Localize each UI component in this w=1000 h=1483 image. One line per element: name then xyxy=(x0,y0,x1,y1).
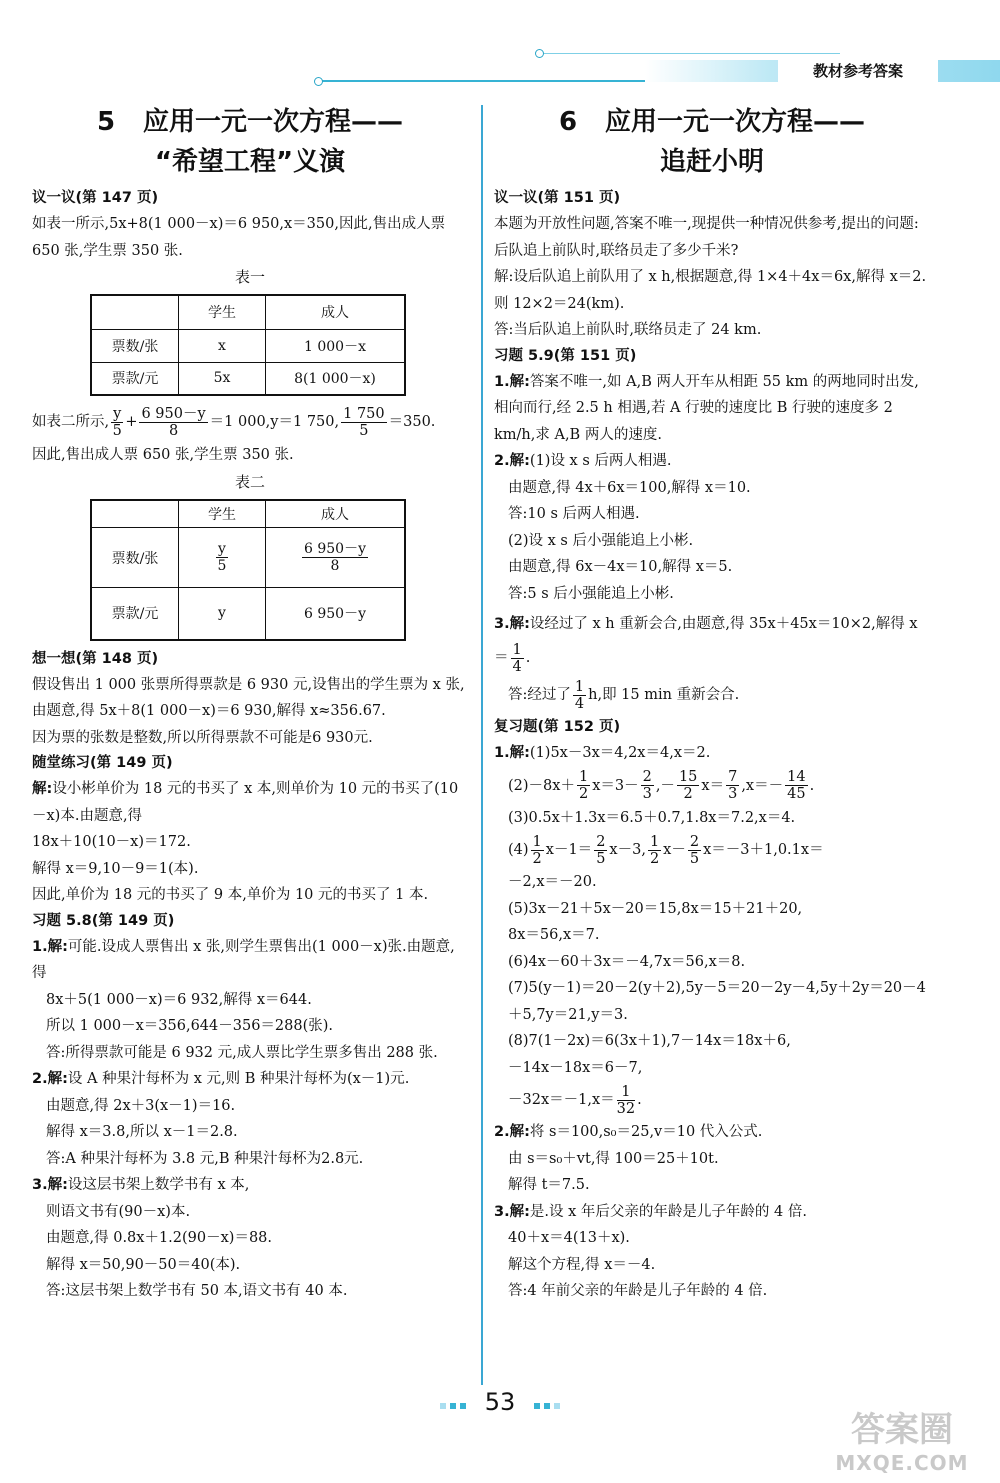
paragraph: 2.解:设 A 种果汁每杯为 x 元,则 B 种果汁每杯为(x－1)元. xyxy=(32,1071,410,1087)
paragraph: 3.解:设经过了 x h 重新会合,由题意,得 35x＋45x＝10×2,解得 x＝ $\frac{1}{4}$ . xyxy=(494,616,918,675)
paragraph: 因为票的张数是整数,所以所得票款不可能是6 930元. xyxy=(32,729,373,746)
paragraph: 40＋x＝4(13＋x). xyxy=(508,1230,630,1246)
paragraph: 2.解:将 s＝100,s₀＝25,v＝10 代入公式. xyxy=(494,1124,763,1140)
header-dot-icon xyxy=(535,49,544,58)
table-2: 学生 成人 票数/张 $\frac{y}{5}$ $\frac{6 950-y}{8}$ 票款/元 y 6 950－y xyxy=(90,499,406,641)
subheading: 习题 5.9(第 151 页) xyxy=(494,347,637,364)
fraction: $\frac{1}{4}$ xyxy=(512,641,522,675)
paragraph: (8)7(1－2x)＝6(3x＋1),7－14x＝18x＋6, xyxy=(508,1033,791,1049)
paragraph: 18x＋10(10－x)＝172. xyxy=(32,834,191,850)
paragraph: 1.解:答案不唯一,如 A,B 两人开车从相距 55 km 的两地同时出发,相向而行,经 2.5 h 相遇,若 A 行驶的速度比 B 行驶的速度多 2 km/h,求 A,B 两人的速度. xyxy=(494,373,919,443)
paragraph: (4) $\frac{1}{2}$ x－1＝ $\frac{2}{5}$ x－3, $\frac{1}{2}$ x－ $\frac{2}{5}$ x＝－3＋1,0.1x＝ xyxy=(508,833,824,867)
left-column xyxy=(32,100,468,1305)
section-title: 6 应用一元一次方程—— 追赶小明 xyxy=(558,107,866,177)
fraction: $\frac{1 750}{5}$ xyxy=(343,405,385,439)
fraction: $\frac{2}{5}$ xyxy=(596,833,606,867)
watermark: 答案圈 MXQE.COM xyxy=(835,1410,969,1475)
paragraph: 所以 1 000－x＝356,644－356＝288(张). xyxy=(46,1018,334,1034)
paragraph: (2)设 x s 后小强能追上小彬. xyxy=(508,532,694,549)
paragraph: 如表一所示,5x+8(1 000－x)＝6 950,x＝350,因此,售出成人票 650 张,学生票 350 张. xyxy=(32,216,446,259)
table-1: 学生 成人 票数/张 x 1 000－x 票款/元 5x 8(1 000－x) xyxy=(90,294,406,396)
paragraph: (7)5(y－1)＝20－2(y＋2),5y－5＝20－2y－4,5y＋2y＝20－4＋5,7y＝21,y＝3. xyxy=(508,980,926,1023)
subheading: 想一想(第 148 页) xyxy=(32,650,159,667)
paragraph: 由题意,得 0.8x＋1.2(90－x)＝88. xyxy=(46,1230,273,1246)
paragraph: 8x＋5(1 000－x)＝6 932,解得 x＝644. xyxy=(46,991,312,1008)
decor-square-icon xyxy=(450,1403,456,1409)
paragraph: 因此,售出成人票 650 张,学生票 350 张. xyxy=(32,447,294,463)
subheading: 随堂练习(第 149 页) xyxy=(32,755,173,771)
paragraph: 答:5 s 后小强能追上小彬. xyxy=(508,585,674,602)
paragraph: (2)－8x＋ $\frac{1}{2}$ x＝3－ $\frac{2}{3}$ ,－ $\frac{15}{2}$ x＝ $\frac{7}{3}$ ,x＝－ $\frac{14}{45}$ . xyxy=(508,769,815,802)
paragraph: 2.解:(1)设 x s 后两人相遇. xyxy=(494,453,672,469)
fraction: $\frac{y}{5}$ xyxy=(217,541,227,574)
decor-square-icon xyxy=(554,1403,560,1409)
decor-square-icon xyxy=(460,1403,466,1409)
table-caption: 表一 xyxy=(234,268,265,286)
fraction: $\frac{2}{3}$ xyxy=(642,769,652,802)
paragraph: 解得 x＝3.8,所以 x－1＝2.8. xyxy=(46,1124,238,1140)
paragraph: 解:设小彬单价为 18 元的书买了 x 本,则单价为 10 元的书买了(10－x)本.由题意,得 xyxy=(32,781,459,824)
fraction: $\frac{14}{45}$ xyxy=(787,769,806,802)
paragraph: 本题为开放性问题,答案不唯一,现提供一种情况供参考,提出的问题:后队追上前队时,联络员走了多少千米? xyxy=(494,216,919,259)
header-label: 教材参考答案 xyxy=(778,58,938,84)
paragraph: 由 s＝s₀＋vt,得 100＝25＋10t. xyxy=(508,1150,719,1167)
paragraph: 解得 t＝7.5. xyxy=(508,1177,590,1193)
decor-square-icon xyxy=(440,1403,446,1409)
fraction: $\frac{1}{2}$ xyxy=(649,833,660,867)
paragraph: 由题意,得 2x＋3(x－1)＝16. xyxy=(46,1097,236,1114)
paragraph: 因此,单价为 18 元的书买了 9 本,单价为 10 元的书买了 1 本. xyxy=(32,887,429,903)
paragraph: 答:经过了 $\frac{1}{4}$ h,即 15 min 重新会合. xyxy=(508,678,740,712)
paragraph: －14x－18x＝6－7, xyxy=(508,1059,643,1076)
decor-square-icon xyxy=(534,1403,540,1409)
paragraph: 则 12×2＝24(km). xyxy=(494,295,625,312)
paragraph: 答:当后队追上前队时,联络员走了 24 km. xyxy=(494,322,762,338)
paragraph: 解:设后队追上前队用了 x h,根据题意,得 1×4＋4x＝6x,解得 x＝2. xyxy=(494,269,927,285)
page-number: 53 xyxy=(484,1388,516,1416)
paragraph: 假设售出 1 000 张票所得票款是 6 930 元,设售出的学生票为 x 张,由题意,得 5x＋8(1 000－x)＝6 930,解得 x≈356.67. xyxy=(32,676,465,719)
fraction: $\frac{1}{2}$ xyxy=(532,833,542,867)
fraction: $\frac{2}{5}$ xyxy=(689,833,700,867)
paragraph: 如表二所示, $\frac{y}{5}$ + $\frac{6 950-y}{8}$ ＝1 000,y＝1 750, $\frac{1 750}{5}$ ＝350. xyxy=(32,405,436,439)
subheading: 复习题(第 152 页) xyxy=(494,719,621,735)
paragraph: 由题意,得 4x＋6x＝100,解得 x＝10. xyxy=(508,479,751,496)
column-divider xyxy=(481,105,483,1385)
decor-square-icon xyxy=(544,1403,550,1409)
paragraph: －2,x＝－20. xyxy=(508,874,597,890)
fraction: $\frac{y}{5}$ xyxy=(112,405,122,439)
paragraph: 则语文书有(90－x)本. xyxy=(46,1203,191,1220)
paragraph: 3.解:是.设 x 年后父亲的年龄是儿子年龄的 4 倍. xyxy=(494,1203,807,1220)
paragraph: 答:A 种果汁每杯为 3.8 元,B 种果汁每杯为2.8元. xyxy=(46,1150,364,1167)
fraction: $\frac{7}{3}$ xyxy=(728,769,738,802)
paragraph: 1.解:可能.设成人票售出 x 张,则学生票售出(1 000－x)张.由题意,得 xyxy=(32,938,455,981)
paragraph: 1.解:(1)5x－3x＝4,2x＝4,x＝2. xyxy=(494,745,711,761)
header-dot-icon xyxy=(314,77,323,86)
paragraph: 解这个方程,得 x＝－4. xyxy=(508,1256,656,1273)
header-thin-line xyxy=(540,53,840,54)
paragraph: (5)3x－21＋5x－20＝15,8x＝15＋21＋20, xyxy=(508,900,803,917)
fraction: $\frac{15}{2}$ xyxy=(678,769,698,802)
paragraph: (6)4x－60＋3x＝－4,7x＝56,x＝8. xyxy=(508,953,746,970)
subheading: 议一议(第 147 页) xyxy=(32,190,159,206)
paragraph: 答:所得票款可能是 6 932 元,成人票比学生票多售出 288 张. xyxy=(46,1044,438,1061)
fraction: $\frac{6 950-y}{8}$ xyxy=(304,541,366,574)
paragraph: 8x＝56,x＝7. xyxy=(508,927,600,943)
paragraph: (3)0.5x＋1.3x＝6.5＋0.7,1.8x＝7.2,x＝4. xyxy=(508,809,796,826)
paragraph: 3.解:设这层书架上数学书有 x 本, xyxy=(32,1177,250,1193)
paragraph: 解得 x＝9,10－9＝1(本). xyxy=(32,860,199,877)
table-caption: 表二 xyxy=(234,472,265,491)
fraction: $\frac{6 950-y}{8}$ xyxy=(141,405,206,439)
subheading: 习题 5.8(第 149 页) xyxy=(32,912,175,929)
paragraph: －32x＝－1,x＝ $\frac{1}{32}$ . xyxy=(508,1083,642,1117)
fraction: $\frac{1}{2}$ xyxy=(578,769,589,802)
fraction: $\frac{1}{4}$ xyxy=(574,678,585,712)
right-column xyxy=(494,100,930,1305)
paragraph: 答:这层书架上数学书有 50 本,语文书有 40 本. xyxy=(46,1283,348,1299)
paragraph: 答:4 年前父亲的年龄是儿子年龄的 4 倍. xyxy=(508,1283,768,1299)
paragraph: 答:10 s 后两人相遇. xyxy=(508,506,640,522)
subheading: 议一议(第 151 页) xyxy=(494,190,621,206)
paragraph: 由题意,得 6x－4x＝10,解得 x＝5. xyxy=(508,559,733,575)
paragraph: 解得 x＝50,90－50＝40(本). xyxy=(46,1256,241,1273)
section-title: 5 应用一元一次方程—— “希望工程”义演 xyxy=(96,107,404,177)
fraction: $\frac{1}{32}$ xyxy=(616,1083,636,1117)
